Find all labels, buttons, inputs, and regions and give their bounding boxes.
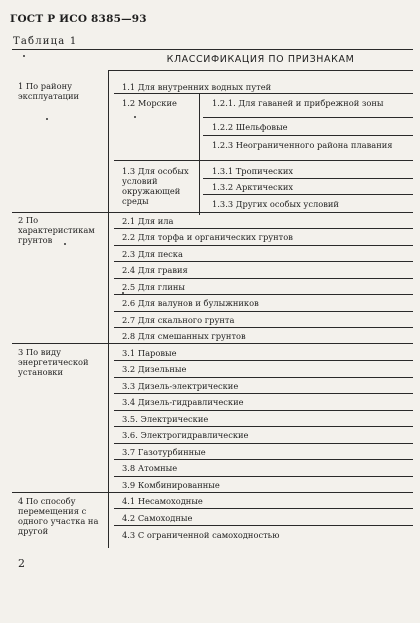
table-title: КЛАССИФИКАЦИЯ ПО ПРИЗНАКАМ <box>166 54 355 65</box>
row-divider <box>114 327 413 328</box>
row-divider <box>203 194 413 195</box>
scan-speck <box>64 243 66 245</box>
row-divider <box>114 261 413 262</box>
table-top-rule <box>12 49 413 50</box>
row-divider <box>114 360 413 361</box>
row-divider <box>114 459 413 460</box>
row-divider <box>114 410 413 411</box>
group-divider <box>12 343 413 344</box>
page-number: 2 <box>18 557 25 570</box>
row-divider <box>114 426 413 427</box>
table-row: 3.6. Электрогидравлические <box>122 430 249 440</box>
row-divider <box>114 311 413 312</box>
table-header-rule <box>108 70 413 71</box>
row-divider <box>203 135 413 136</box>
table-row: 1.2.2 Шельфовые <box>212 122 288 132</box>
row-divider <box>114 294 413 295</box>
table-row: 3.4 Дизель-гидравлические <box>122 397 244 407</box>
table-row: 1.2 Морские <box>122 98 177 108</box>
table-row: 4.1 Несамоходные <box>122 496 203 506</box>
table-row: 3.7 Газотурбинные <box>122 447 206 457</box>
row-divider <box>114 476 413 477</box>
table-row: 2.1 Для ила <box>122 216 174 226</box>
table-row: 2.6 Для валунов и булыжников <box>122 298 259 308</box>
table-row: 3.3 Дизель-электрические <box>122 381 239 391</box>
row-divider <box>114 228 413 229</box>
table-column-divider <box>108 70 109 548</box>
group-label: 2 По характеристикам грунтов <box>18 215 95 245</box>
group-label: 3 По виду энергетической установки <box>18 347 89 377</box>
row-divider <box>114 278 413 279</box>
table-row: 3.5. Электрические <box>122 414 209 424</box>
table-row: 1.3 Для особых условий окружающей среды <box>122 166 189 206</box>
row-divider <box>114 160 413 161</box>
group-divider <box>12 212 413 213</box>
table-row: 2.3 Для песка <box>122 249 183 259</box>
table-row: 4.2 Самоходные <box>122 513 193 523</box>
table-row: 1.3.1 Тропических <box>212 166 294 176</box>
group-label: 1 По району эксплуатации <box>18 81 80 101</box>
table-row: 1.3.2 Арктических <box>212 182 294 192</box>
table-caption: Таблица 1 <box>13 36 78 47</box>
row-divider <box>114 93 413 94</box>
table-row: 2.7 Для скального грунта <box>122 315 235 325</box>
subcolumn-divider <box>199 93 200 215</box>
row-divider <box>203 178 413 179</box>
table-row: 2.2 Для торфа и органических грунтов <box>122 232 293 242</box>
table-row: 3.1 Паровые <box>122 348 177 358</box>
table-row: 1.2.3 Неограниченного района плавания <box>212 140 393 150</box>
row-divider <box>114 393 413 394</box>
table-row: 3.9 Комбинированные <box>122 480 220 490</box>
group-label: 4 По способу перемещения с одного участка на другой <box>18 496 99 536</box>
scan-speck <box>23 55 25 57</box>
row-divider <box>114 377 413 378</box>
row-divider <box>114 525 413 526</box>
scan-speck <box>134 116 136 118</box>
group-divider <box>12 492 413 493</box>
table-row: 1.1 Для внутренних водных путей <box>122 82 272 92</box>
table-row: 3.8 Атомные <box>122 463 178 473</box>
scan-speck <box>46 118 48 120</box>
table-row: 2.8 Для смешанных грунтов <box>122 331 246 341</box>
page-header: ГОСТ Р ИСО 8385—93 <box>10 13 147 25</box>
row-divider <box>114 508 413 509</box>
table-row: 1.3.3 Других особых условий <box>212 199 339 209</box>
table-row: 1.2.1. Для гаваней и прибрежной зоны <box>212 98 384 108</box>
row-divider <box>114 443 413 444</box>
row-divider <box>114 245 413 246</box>
table-row: 2.4 Для гравия <box>122 265 188 275</box>
table-row: 2.5 Для глины <box>122 282 186 292</box>
table-row: 3.2 Дизельные <box>122 364 187 374</box>
row-divider <box>203 117 413 118</box>
table-row: 4.3 С ограниченной самоходностью <box>122 530 280 540</box>
